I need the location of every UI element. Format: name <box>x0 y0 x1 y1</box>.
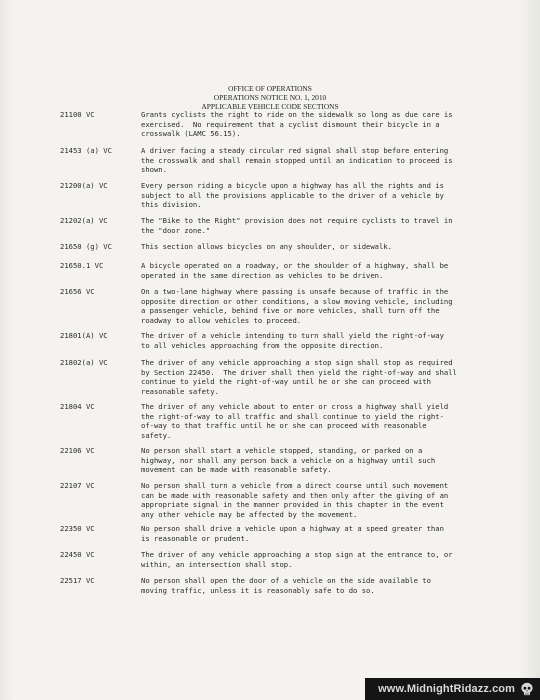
text-line: within, an intersection shall stop. <box>141 559 293 569</box>
text-line: the "door zone." <box>141 225 211 235</box>
section-code: 21100 VC <box>60 110 95 119</box>
watermark-text: www.MidnightRidazz.com <box>378 683 515 695</box>
text-line: is reasonable or prudent. <box>141 533 250 543</box>
header-notice: OPERATIONS NOTICE NO. 1, 2010 <box>213 93 327 102</box>
text-line: No person shall open the door of a vehicle on the side available to <box>141 576 431 585</box>
text-line: this division. <box>141 200 202 210</box>
section-text <box>141 358 486 396</box>
section-code: 22450 VC <box>60 550 95 559</box>
text-line: any other vehicle may be affected by the movement. <box>141 509 358 519</box>
section-text <box>141 242 486 252</box>
text-line: continue to yield the right-of-way until he or she can proceed with <box>141 377 431 387</box>
text-line: can be made with reasonable safety and then only after the giving of an <box>141 490 449 500</box>
header-subject: APPLICABLE VEHICLE CODE SECTIONS <box>201 102 339 111</box>
section-code: 21650 (g) VC <box>60 242 112 251</box>
text-line: The "Bike to the Right" provision does not require cyclists to travel in <box>141 216 453 225</box>
section-code: 22350 VC <box>60 524 95 533</box>
section-text <box>141 550 486 569</box>
text-line: roadway to allow vehicles to proceed. <box>141 315 302 325</box>
text-line: On a two-lane highway where passing is unsafe because of traffic in the <box>141 287 449 296</box>
section-code: 21802(a) VC <box>60 358 108 367</box>
text-line: moving traffic, unless it is reasonably safe to do so. <box>141 585 375 595</box>
section-code: 22107 VC <box>60 481 95 490</box>
watermark-banner <box>365 678 540 700</box>
section-text <box>141 287 486 325</box>
skull-icon <box>520 682 534 696</box>
section-text <box>141 481 486 519</box>
text-line: The driver of a vehicle intending to turn shall yield the right-of-way <box>141 331 444 340</box>
section-text <box>141 146 486 175</box>
text-line: reasonable safety. <box>141 386 219 396</box>
section-text <box>141 576 486 595</box>
section-code: 21804 VC <box>60 402 95 411</box>
text-line: highway, nor shall any person back a vehicle on a highway until such <box>141 455 436 465</box>
section-text <box>141 524 486 543</box>
section-text <box>141 261 486 280</box>
text-line: exercised. No requirement that a cyclist dismount their bicycle in a <box>141 119 440 129</box>
section-code: 21453 (a) VC <box>60 146 112 155</box>
text-line: This section allows bicycles on any shoulder, or sidewalk. <box>141 242 392 251</box>
section-code: 21656 VC <box>60 287 95 296</box>
text-line: The driver of any vehicle approaching a stop sign at the entrance to, or <box>141 550 453 559</box>
text-line: Grants cyclists the right to ride on the sidewalk so long as due care is <box>141 110 453 119</box>
text-line: safety. <box>141 430 172 440</box>
section-text <box>141 331 486 350</box>
text-line: to all vehicles approaching from the opposite direction. <box>141 340 384 350</box>
text-line: A driver facing a steady circular red signal shall stop before entering <box>141 146 449 155</box>
text-line: No person shall turn a vehicle from a direct course until such movement <box>141 481 449 490</box>
text-line: The driver of any vehicle approaching a stop sign shall stop as required <box>141 358 453 367</box>
text-line: opposite direction or other conditions, a slow moving vehicle, including <box>141 296 453 306</box>
section-code: 21801(A) VC <box>60 331 108 340</box>
text-line: shown. <box>141 165 167 175</box>
section-code: 21202(a) VC <box>60 216 108 225</box>
text-line: appropriate signal in the manner provided in this chapter in the event <box>141 500 444 510</box>
text-line: of-way to that traffic until he or she can proceed with reasonable <box>141 421 427 431</box>
text-line: The driver of any vehicle about to enter or cross a highway shall yield <box>141 402 449 411</box>
text-line: by Section 22450. The driver shall then yield the right-of-way and shall <box>141 367 457 377</box>
section-text <box>141 402 486 440</box>
document-header <box>0 84 540 111</box>
text-line: operated in the same direction as vehicles to be driven. <box>141 270 384 280</box>
text-line: A bicycle operated on a roadway, or the shoulder of a highway, shall be <box>141 261 449 270</box>
text-line: crosswalk (LAMC 56.15). <box>141 129 241 139</box>
text-line: the right-of-way to all traffic and shall continue to yield the right- <box>141 411 444 421</box>
header-office: OFFICE OF OPERATIONS <box>228 84 312 93</box>
text-line: No person shall start a vehicle stopped, standing, or parked on a <box>141 446 423 455</box>
section-code: 22106 VC <box>60 446 95 455</box>
section-text <box>141 110 486 139</box>
text-line: a passenger vehicle, behind five or more vehicles, shall turn off the <box>141 306 440 316</box>
text-line: the crosswalk and shall remain stopped until an indication to proceed is <box>141 155 453 165</box>
section-code: 21650.1 VC <box>60 261 104 270</box>
section-code: 21200(a) VC <box>60 181 108 190</box>
section-text <box>141 216 486 235</box>
section-code: 22517 VC <box>60 576 95 585</box>
section-text <box>141 181 486 210</box>
text-line: movement can be made with reasonable safety. <box>141 465 332 475</box>
section-text <box>141 446 486 475</box>
text-line: Every person riding a bicycle upon a highway has all the rights and is <box>141 181 444 190</box>
text-line: No person shall drive a vehicle upon a highway at a speed greater than <box>141 524 444 533</box>
text-line: subject to all the provisions applicable to the driver of a vehicle by <box>141 190 444 200</box>
